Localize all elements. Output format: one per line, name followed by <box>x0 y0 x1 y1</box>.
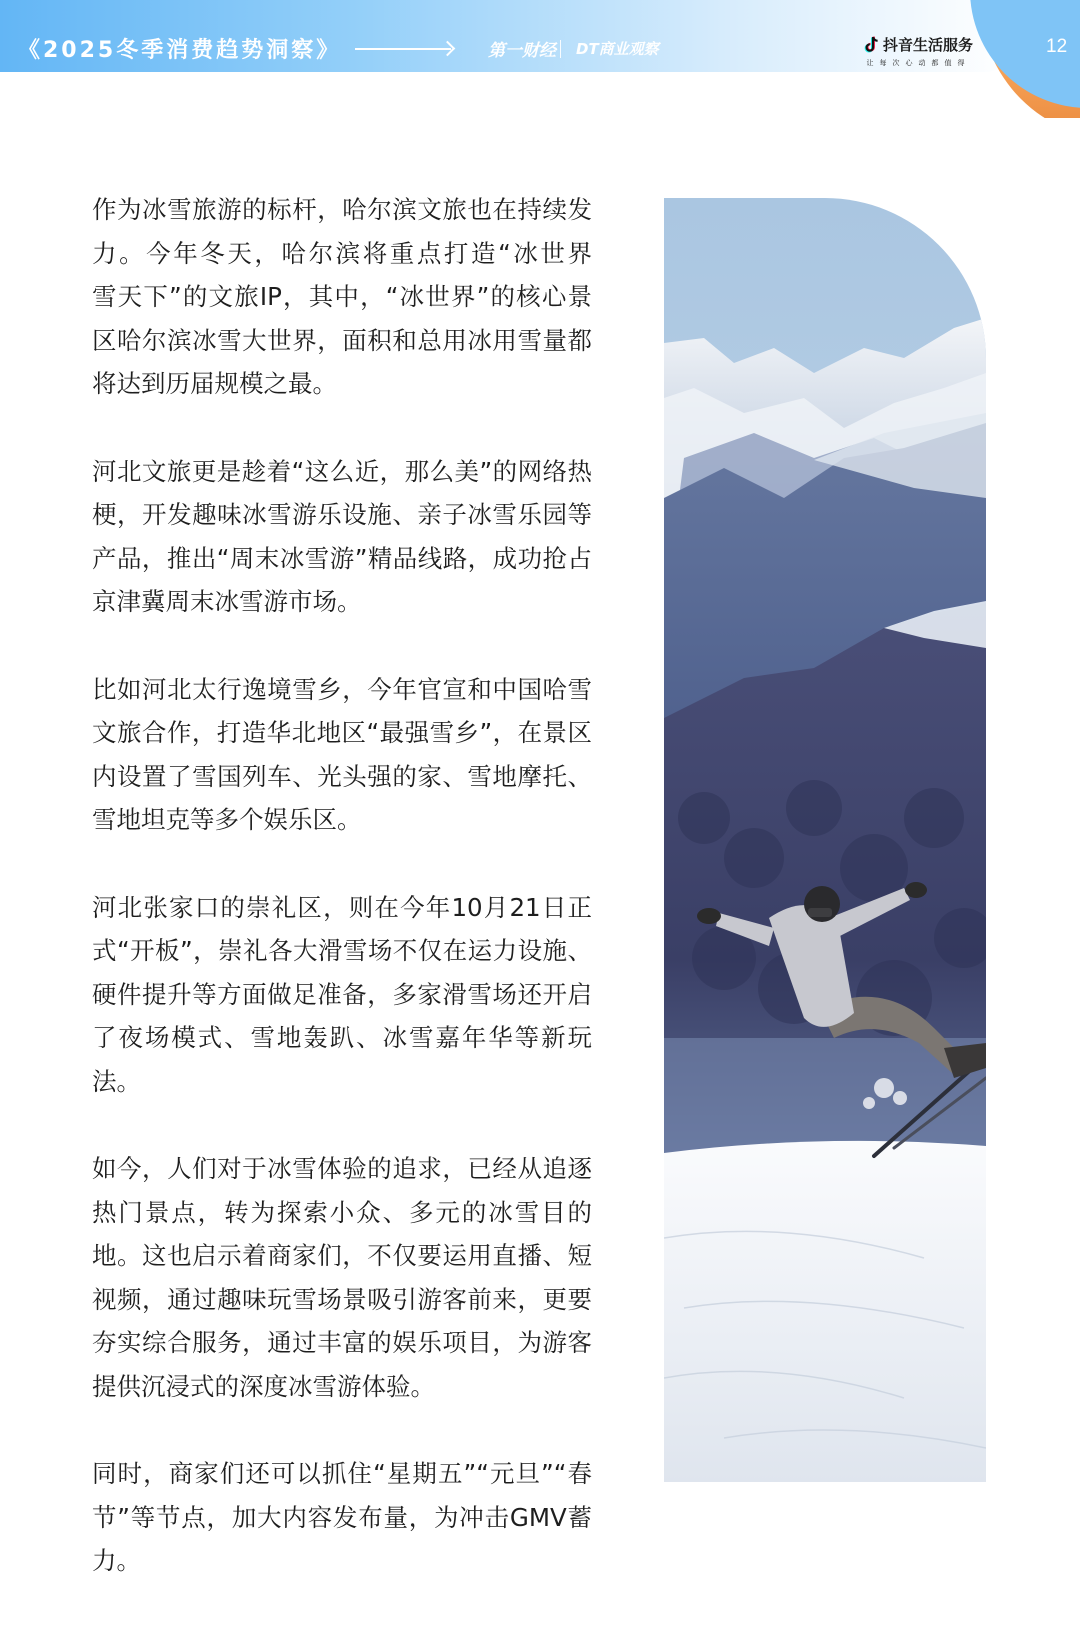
article-body <box>92 188 617 1627</box>
logo-dt-business: DT商业观察 <box>576 40 659 58</box>
page-header <box>0 0 1080 118</box>
skier-photo <box>664 198 986 1482</box>
arrow-right-icon <box>355 48 451 50</box>
tiktok-note-icon <box>864 36 880 54</box>
paragraph-trend: 如今，人们对于冰雪体验的追求，已经从追逐热门景点，转为探索小众、多元的冰雪目的地。这也启示着商家们，不仅要运用直播、短视频，通过趣味玩雪场景吸引游客前来，更要夯实综合服务，通过丰富的娱乐项目，为游客提供沉浸式的深度冰雪游体验。 <box>92 1154 592 1401</box>
page-number: 12 <box>1046 36 1068 57</box>
brand-name: 抖音生活服务 <box>883 36 974 54</box>
logo-divider <box>560 40 561 58</box>
paragraph-hebei-tourism: 河北文旅更是趁着“这么近，那么美”的网络热梗，开发趣味冰雪游乐设施、亲子冰雪乐园等产品，推出“周末冰雪游”精品线路，成功抢占京津冀周末冰雪游市场。 <box>92 456 592 616</box>
mountain-ski-illustration <box>664 198 986 1482</box>
paragraph-chongli: 河北张家口的崇礼区，则在今年10月21日正式“开板”，崇礼各大滑雪场不仅在运力设施、硬件提升等方面做足准备，多家滑雪场还开启了夜场模式、雪地轰趴、冰雪嘉年华等新玩法。 <box>92 892 592 1096</box>
paragraph-taihang-snow-village: 比如河北太行逸境雪乡，今年官宣和中国哈雪文旅合作，打造华北地区“最强雪乡”，在景区内设置了雪国列车、光头强的家、雪地摩托、雪地坦克等多个娱乐区。 <box>92 674 592 834</box>
logo-yicai: 第一财经 <box>488 41 556 61</box>
brand-logo <box>864 34 973 68</box>
report-title: 《2025冬季消费趋势洞察》 <box>18 38 342 63</box>
brand-slogan: 让每次心动都值得 <box>866 59 971 67</box>
paragraph-merchants: 同时，商家们还可以抓住“星期五”“元旦”“春节”等节点，加大内容发布量，为冲击GMV蓄力。 <box>92 1459 592 1575</box>
paragraph-harbin: 作为冰雪旅游的标杆，哈尔滨文旅也在持续发力。今年冬天，哈尔滨将重点打造“冰世界 雪天下”的文旅IP，其中，“冰世界”的核心景区哈尔滨冰雪大世界，面积和总用冰用雪量都将达到历届规模之最。 <box>92 195 617 398</box>
